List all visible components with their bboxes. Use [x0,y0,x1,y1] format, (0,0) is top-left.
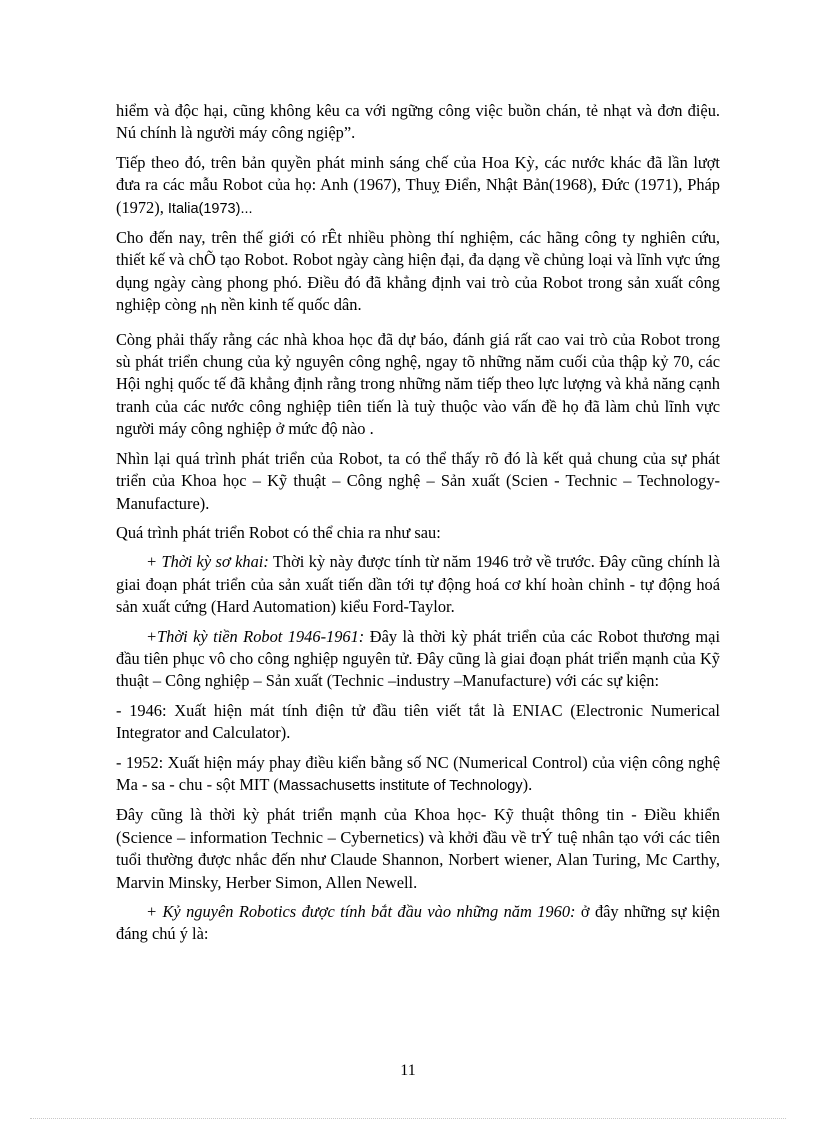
period-early-heading: + Thời kỳ sơ khai: [146,552,269,572]
paragraph-11 [116,804,720,894]
paragraph-10-end: ). [522,774,533,794]
paragraph-10-tail: Massachusetts institute of Technology [278,777,523,794]
paragraph-1-text: hiểm và độc hại, cũng không kêu ca với ngững công việc buồn chán, tẻ nhạt và đơn điệu. Nú chính là người máy công ngiệp”. [116,101,720,143]
paragraph-3-tail: nền kinh tế quốc dân. [216,295,362,315]
page-body [116,100,720,953]
paragraph-5-text: Nhìn lại quá trình phát triển của Robot, ta có thể thấy rõ đó là kết quả chung của sự phát triển của Khoa học – Kỹ thuật – Công nghệ – Sản xuất (Scien - Technic – Technology-Manufacture). [116,448,720,513]
footer-divider [30,1118,786,1119]
paragraph-8-text: Đây là thời kỳ phát triển của các Robot thương mại đầu tiên phục vô cho công nghiệp nguyên tử. Đây cũng là giai đoạn phát triển mạnh của Kỹ thuật – Công nghiệp – Sản xuất (Technic –industry –Manufacture) với các sự kiện: [116,626,720,691]
paragraph-12 [116,901,720,946]
paragraph-3-sub: nh [200,302,217,319]
paragraph-4 [116,329,720,441]
paragraph-6-text: Quá trình phát triển Robot có thể chia ra như sau: [116,522,441,542]
paragraph-12-text: ở đây những sự kiện đáng chú ý là: [116,902,721,944]
paragraph-8 [116,626,720,693]
page-number: 11 [400,1062,416,1079]
paragraph-2 [116,152,720,220]
paragraph-9-text: - 1946: Xuất hiện mát tính điện tử đầu tiên viết tắt là ENIAC (Electronic Numerical Integrator and Calculator). [116,700,720,743]
paragraph-5 [116,448,720,515]
paragraph-2-text: Tiếp theo đó, trên bản quyền phát minh sáng chế của Hoa Kỳ, các nước khác đã lần lượt đưa ra các mẫu Robot của họ: Anh (1967), Thuỵ Điển, Nhật Bản(1968), Đức (1971), Pháp (1972), [116,152,720,217]
paragraph-3 [116,227,720,322]
paragraph-4-text: Còng phải thấy rằng các nhà khoa học đã dự báo, đánh giá rất cao vai trò của Robot trong sù phát triển chung của kỷ nguyên công nghệ, ngay tõ những năm cuối của thập kỷ 70, các Hội nghị quốc tế đã khẳng định rằng trong những năm tiếp theo lực lượng và khả năng cạnh tranh của các nước công nghiệp tiên tiến là tuỳ thuộc vào vấn đề họ đã làm chủ lĩnh vực người máy công nghiệp ở mức độ nào . [116,329,720,439]
paragraph-2-tail: Italia(1973)... [167,200,253,217]
paragraph-6 [116,522,720,544]
paragraph-9 [116,700,720,745]
paragraph-11-text: Đây cũng là thời kỳ phát triển mạnh của Khoa học- Kỹ thuật thông tin - Điều khiển (Science – information Technic – Cybernetics) và khởi đầu về trÝ tuệ nhân tạo với các tiên tuổi thường được nhắc đến như Claude Shannon, Norbert wiener, Alan Turing, Mc Carthy, Marvin Minsky, Herber Simon, Allen Newell. [116,805,720,892]
paragraph-7 [116,551,720,618]
paragraph-1 [116,100,720,145]
paragraph-3-text: Cho đến nay, trên thế giới có rÊt nhiều phòng thí nghiệm, các hãng công ty nghiên cứu, thiết kế và chÕ tạo Robot. Robot ngày càng hiện đại, đa dạng về chủng loại và lĩnh vực ứng dụng ngày càng phong phó. Điều đó đã khẳng định vai trò của Robot trong sản xuất công nghiệp còng [116,228,720,315]
period-pre-robot-heading: +Thời kỳ tiền Robot 1946-1961: [146,626,365,646]
paragraph-10-text: - 1952: Xuất hiện máy phay điều kiển bằng số NC (Numerical Control) của viện công nghệ Ma - sa - chu - sột MIT ( [116,752,720,794]
paragraph-10 [116,752,720,798]
paragraph-7-text: Thời kỳ này được tính từ năm 1946 trở về trước. Đây cũng chính là giai đoạn phát triển của sản xuất tiến dần tới tự động hoá cơ khí hoàn chỉnh - tự động hoá sản xuất cứng (Hard Automation) kiểu Ford-Taylor. [116,552,720,617]
period-robotics-heading: + Kỷ nguyên Robotics được tính bắt đầu vào những năm 1960: [146,902,576,921]
